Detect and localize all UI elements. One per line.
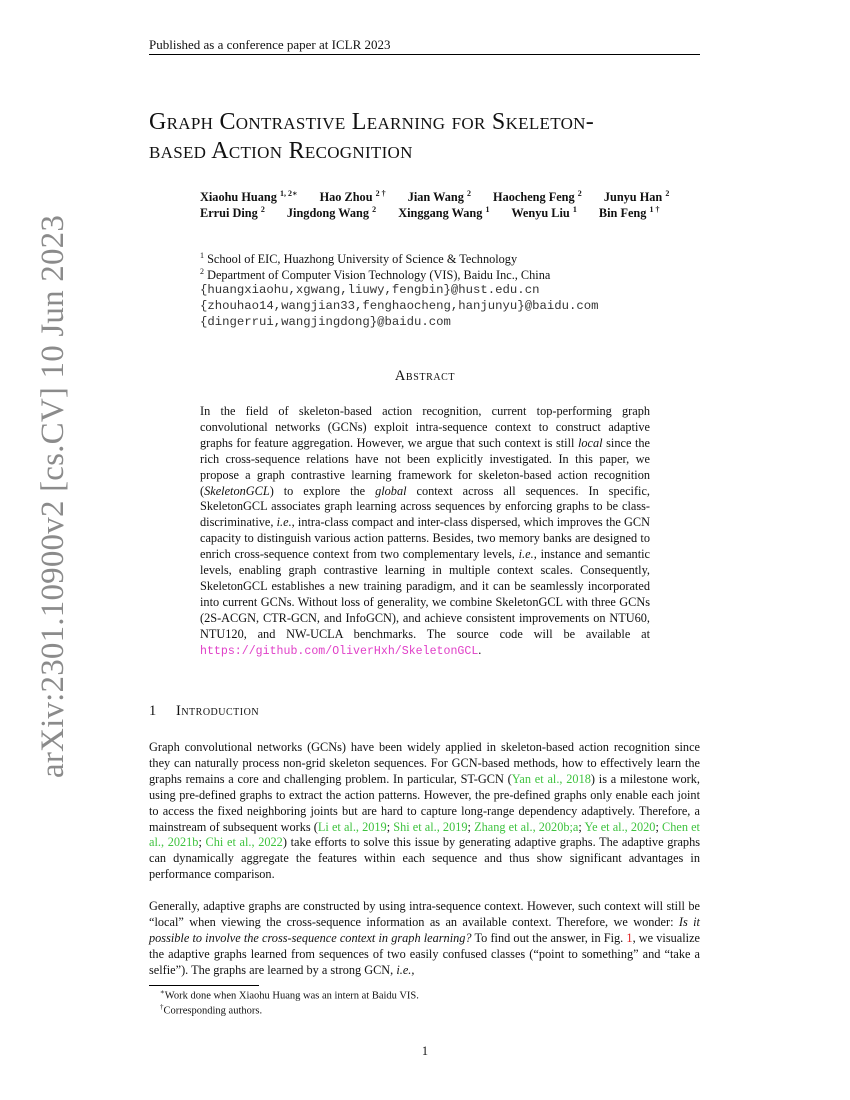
running-header: Published as a conference paper at ICLR 2023 bbox=[149, 37, 391, 52]
citation-link[interactable]: Yan et al., 2018 bbox=[511, 771, 591, 786]
author: Hao Zhou $^{2 \dagger}$ bbox=[319, 189, 386, 205]
citation-link[interactable]: Chi et al., 2022 bbox=[205, 835, 283, 850]
authors-row-2 bbox=[200, 205, 659, 221]
section-heading-introduction: 1 Introduction bbox=[149, 703, 260, 719]
author: Errui Ding $^2$ bbox=[200, 205, 265, 221]
abstract-body: In the field of skeleton-based action recognition, current top-performing graph convolutional networks (GCNs) exploit intra-sequence context to construct adaptive graphs for feature aggregation. However, we argue that such context is still local since the rich cross-sequence relations have not been explicitly investigated. In this paper, we propose a graph contrastive learning framework for skeleton-based action recognition (SkeletonGCL) to explore the global context across all sequences. In specific, SkeletonGCL associates graph learning across sequences by enforcing graphs to be class-discriminative, i.e., intra-class compact and inter-class dispersed, which improves the GCN capacity to distinguish various action patterns. Besides, two memory banks are designed to enrich cross-sequence context from two complementary levels, i.e., instance and semantic levels, enabling graph contrastive learning in multiple context scales. Consequently, SkeletonGCL establishes a new training paradigm, and it can be seamlessly incorporated into current GCNs. Without loss of generality, we combine SkeletonGCL with three GCNs (2S-ACGN, CTR-GCN, and InfoGCN), and achieve consistent improvements on NTU60, NTU120, and NW-UCLA benchmarks. The source code will be available at https://github.com/OliverHxh/SkeletonGCL. bbox=[200, 404, 651, 658]
intro-paragraph-1: Graph convolutional networks (GCNs) have been widely applied in skeleton-based action recognition since they can naturally process non-grid skeleton sequences. For GCN-based methods, how to effectively learn the graphs remains a core and challenging problem. In particular, ST-GCN (Yan et al., 2018) is a milestone work, using pre-defined graphs to extract the action patterns. However, the pre-defined graphs only enable each joint to access the fixed neighboring joints but are hard to capture long-range dependency adaptively. Therefore, a mainstream of subsequent works (Li et al., 2019; Shi et al., 2019; Zhang et al., 2020b;a; Ye et al., 2020; Chen et al., 2021b; Chi et al., 2022) take efforts to solve this issue by generating adaptive graphs. The adaptive graphs can dynamically aggregate the features within each sequence and thus show significant advantages in performance comparison. bbox=[149, 740, 701, 882]
author: Haocheng Feng $^2$ bbox=[493, 189, 582, 205]
email-line-2: {zhouhao14,wangjian33,fenghaocheng,hanjunyu}@baidu.com bbox=[200, 299, 599, 313]
paper-title bbox=[149, 108, 709, 166]
intro-paragraph-2: Generally, adaptive graphs are constructed by using intra-sequence context. However, such context will still be “local” when viewing the cross-sequence information as an available context. Therefore, we wonder: Is it possible to involve the cross-sequence context in graph learning? To find out the answer, in Fig. 1, we visualize the adaptive graphs learned from sequences of two easily confused classes (“point to something” and “take a selfie”). The graphs are learned by a strong GCN, i.e., bbox=[149, 899, 700, 977]
arxiv-identifier: arXiv:2301.10900v2 [cs.CV] 10 Jun 2023 bbox=[35, 214, 71, 778]
author: Bin Feng $^{1 \dagger}$ bbox=[598, 205, 660, 221]
affiliation-1: $^1$ School of EIC, Huazhong University of Science & Technology bbox=[200, 251, 518, 267]
figure-ref-link[interactable]: 1 bbox=[626, 930, 633, 945]
email-line-3: {dingerrui,wangjingdong}@baidu.com bbox=[200, 315, 451, 329]
author: Wenyu Liu $^1$ bbox=[511, 205, 577, 221]
author: Jian Wang $^2$ bbox=[407, 189, 471, 205]
footnote-1: ∗Work done when Xiaohu Huang was an intern at Baidu VIS. bbox=[160, 988, 419, 1002]
abstract-heading: Abstract bbox=[394, 368, 456, 384]
citation-link[interactable]: Chen et al., 2021b bbox=[149, 819, 700, 850]
author: Junyu Han $^2$ bbox=[603, 189, 670, 205]
header-rule bbox=[149, 54, 700, 55]
page-number: 1 bbox=[421, 1044, 429, 1058]
title-line-1: Graph Contrastive Learning for Skeleton- bbox=[149, 109, 595, 135]
title-line-2: based Action Recognition bbox=[149, 138, 413, 164]
citation-link[interactable]: Li et al., 2019 bbox=[317, 819, 387, 834]
email-line-1: {huangxiaohu,xgwang,liuwy,fengbin}@hust.edu.cn bbox=[200, 283, 540, 297]
author: Xiaohu Huang $^{1, 2∗}$ bbox=[200, 189, 298, 205]
citation-link[interactable]: Ye et al., 2020 bbox=[584, 819, 656, 834]
footnote-2: †Corresponding authors. bbox=[160, 1003, 263, 1017]
affiliation-2: $^2$ Department of Computer Vision Technology (VIS), Baidu Inc., China bbox=[200, 267, 551, 283]
author: Xinggang Wang $^1$ bbox=[398, 205, 490, 221]
citation-link[interactable]: Zhang et al., 2020b;a bbox=[474, 819, 579, 834]
author: Jingdong Wang $^2$ bbox=[286, 205, 377, 221]
citation-link[interactable]: Shi et al., 2019 bbox=[393, 819, 468, 834]
authors-row-1 bbox=[200, 188, 669, 205]
code-url-link[interactable]: https://github.com/OliverHxh/SkeletonGCL bbox=[200, 644, 479, 658]
footnote-rule bbox=[149, 985, 259, 986]
